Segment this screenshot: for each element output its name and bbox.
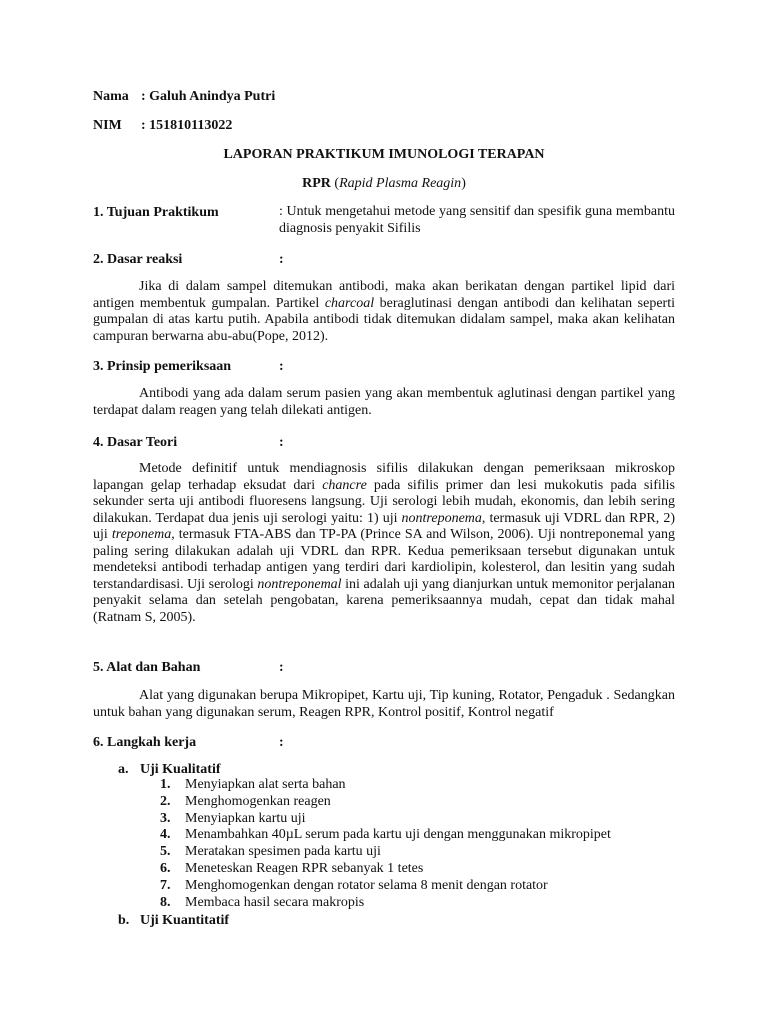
section-dasar-reaksi-colon: : bbox=[279, 252, 284, 267]
section-langkah-colon: : bbox=[279, 735, 284, 750]
section-prinsip-body bbox=[93, 386, 675, 419]
dasar-teori-text-1: Metode definitif untuk mendiagnosis sifilis dilakukan dengan pemeriksaan mikroskop lapangan gelap terhadap eksudat dari bbox=[93, 461, 675, 493]
section-alat-heading: 5. Alat dan Bahan bbox=[93, 660, 201, 675]
section-dasar-reaksi-body bbox=[93, 279, 675, 345]
subtitle-abbr: RPR bbox=[302, 176, 331, 191]
dasar-reaksi-text-2: beraglutinasi dengan antibodi dan kelihatan seperti gumpalan di atas kartu putih. Apabila antibodi tidak ditemukan didalam sampel, maka akan kelihatan campuran berwarna abu-abu(Pope, 2012). bbox=[93, 295, 675, 344]
step-number: 2. bbox=[160, 793, 171, 809]
step-text: Meratakan spesimen pada kartu uji bbox=[185, 844, 381, 860]
subtitle-close: ) bbox=[461, 176, 466, 191]
subsection-b-label: b. bbox=[118, 913, 130, 928]
step-text: Meneteskan Reagen RPR sebanyak 1 tetes bbox=[185, 860, 424, 876]
nim-value: : 151810113022 bbox=[141, 118, 233, 133]
subtitle-open: ( bbox=[330, 176, 340, 191]
section-tujuan-heading: 1. Tujuan Praktikum bbox=[93, 205, 219, 220]
alat-text: Alat yang digunakan berupa Mikropipet, Kartu uji, Tip kuning, Rotator, Pengaduk . Sedangkan untuk bahan yang digunakan serum, Reagen RPR, Kontrol positif, Kontrol negatif bbox=[93, 688, 675, 720]
section-dasar-teori-body bbox=[93, 461, 675, 626]
section-alat-body bbox=[93, 688, 675, 721]
dasar-teori-nontreponema: nontreponema bbox=[401, 510, 482, 526]
subtitle-full: Rapid Plasma Reagin bbox=[339, 176, 462, 191]
step-text: Menghomogenkan reagen bbox=[185, 793, 331, 809]
prinsip-text: Antibodi yang ada dalam serum pasien yang akan membentuk aglutinasi dengan partikel yang terdapat dalam reagen yang telah dilekati antigen. bbox=[93, 386, 675, 418]
name-label: Nama bbox=[93, 89, 129, 104]
step-number: 3. bbox=[160, 810, 171, 826]
step-text: Menambahkan 40µL serum pada kartu uji dengan menggunakan mikropipet bbox=[185, 827, 611, 843]
nim-label: NIM bbox=[93, 118, 122, 133]
name-value: : Galuh Anindya Putri bbox=[141, 89, 276, 104]
step-text: Membaca hasil secara makropis bbox=[185, 894, 365, 910]
section-tujuan-text: : Untuk mengetahui metode yang sensitif dan spesifik guna membantu diagnosis penyakit Sifilis bbox=[279, 204, 675, 236]
step-number: 8. bbox=[160, 894, 171, 910]
step-number: 5. bbox=[160, 844, 171, 860]
dasar-teori-text-3: , termasuk uji VDRL dan RPR, 2) uji bbox=[93, 510, 675, 542]
subsection-a-label: a. bbox=[118, 762, 129, 777]
dasar-teori-chancre: chancre bbox=[322, 477, 367, 493]
dasar-teori-treponema: treponema bbox=[111, 527, 172, 542]
section-prinsip-colon: : bbox=[279, 359, 284, 374]
step-text: Menyiapkan alat serta bahan bbox=[185, 777, 346, 792]
step-number: 7. bbox=[160, 877, 171, 893]
dasar-reaksi-charcoal: charcoal bbox=[324, 295, 375, 311]
step-text: Menyiapkan kartu uji bbox=[185, 810, 306, 826]
step-number: 4. bbox=[160, 827, 171, 843]
dasar-teori-nontreponemal: nontreponemal bbox=[257, 576, 342, 592]
subsection-b-title: Uji Kuantitatif bbox=[140, 913, 230, 928]
dasar-teori-text-2: pada sifilis primer dan lesi mukokutis pada sifilis sekunder serta uji antibodi fluoresens langsung. Uji serologi lebih mudah, ekonomis, dan lebih sering dilakukan. Terdapat dua jenis uji serologi yaitu: 1) uji bbox=[93, 477, 675, 526]
dasar-teori-text-5: ini adalah uji yang dianjurkan untuk memonitor perjalanan penyakit selama dan setelah pengobatan, karena pemeriksaannya mudah, cepat dan tidak mahal (Ratnam S, 2005). bbox=[93, 576, 676, 625]
section-dasar-teori-colon: : bbox=[279, 435, 284, 450]
section-prinsip-heading: 3. Prinsip pemeriksaan bbox=[93, 359, 232, 374]
step-number: 1. bbox=[160, 777, 171, 792]
section-dasar-teori-heading: 4. Dasar Teori bbox=[93, 435, 178, 450]
document-title: LAPORAN PRAKTIKUM IMUNOLOGI TERAPAN bbox=[223, 147, 545, 162]
step-text: Menghomogenkan dengan rotator selama 8 menit dengan rotator bbox=[185, 877, 548, 893]
section-alat-colon: : bbox=[279, 660, 284, 675]
dasar-reaksi-text-1: Jika di dalam sampel ditemukan antibodi, maka akan berikatan dengan partikel lipid dari antigen membentuk gumpalan. Partikel bbox=[93, 279, 675, 311]
document-subtitle bbox=[0, 175, 768, 192]
dasar-teori-text-4: , termasuk FTA-ABS dan TP-PA (Prince SA and Wilson, 2006). Uji nontreponemal yang paling sering dilakukan adalah uji VDRL dan RPR. Kedua pemeriksaan tersebut digunakan untuk mendeteksi antibodi terhadap antigen yang terdiri dari kardiolipin, kolesterol, dan lesitin yang sudah terstandardisasi. Uji serologi bbox=[93, 527, 675, 592]
section-dasar-reaksi-heading: 2. Dasar reaksi bbox=[93, 252, 183, 267]
subsection-a-title: Uji Kualitatif bbox=[140, 762, 221, 777]
step-number: 6. bbox=[160, 860, 171, 876]
section-langkah-heading: 6. Langkah kerja bbox=[93, 735, 197, 750]
